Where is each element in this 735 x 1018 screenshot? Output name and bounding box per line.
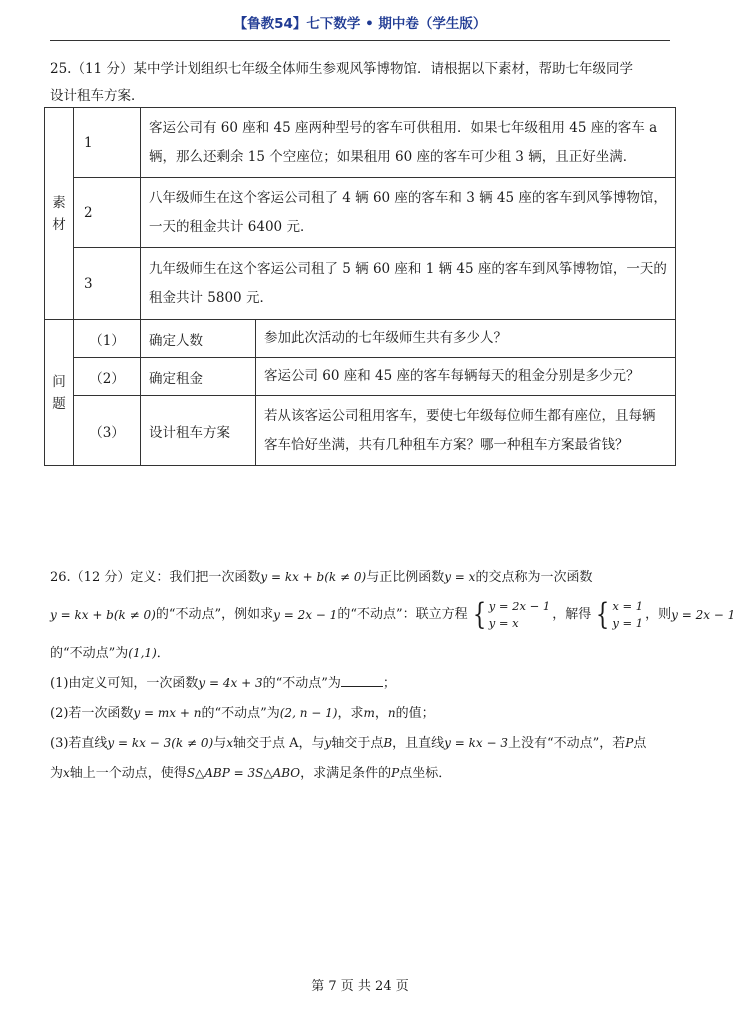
q26-text: 为 xyxy=(50,766,64,781)
q26-text: 轴交于点 A，与 xyxy=(233,736,325,751)
q26-text: 的“不动点”为 xyxy=(201,706,280,721)
q26-text: ； xyxy=(382,676,396,691)
q26-math: x xyxy=(226,736,233,750)
question-text: 客运公司 60 座和 45 座的客车每辆每天的租金分别是多少元？ xyxy=(256,358,676,396)
q26-text: 的“不动点”：联立方程 xyxy=(337,607,468,622)
material-text: 八年级师生在这个客运公司租了 4 辆 60 座的客车和 3 辆 45 座的客车到风筝博物馆，一天的租金共计 6400 元． xyxy=(141,178,676,248)
q26-text: (2)若一次函数 xyxy=(50,706,134,721)
equation-rows xyxy=(489,598,551,632)
q26-math: n xyxy=(387,706,396,720)
q26-text: 的“不动点”为 xyxy=(262,676,341,691)
q26-math: x xyxy=(63,766,70,780)
equation-row: y = 2x − 1 xyxy=(488,599,551,613)
q26-math: y = kx − 3(k ≠ 0) xyxy=(107,736,214,750)
equation-row: y = 1 xyxy=(612,616,644,630)
material-num: 3 xyxy=(74,248,141,320)
q26-math: y = mx + n xyxy=(133,706,202,720)
question-num: （2） xyxy=(74,358,141,396)
q26-math: y = 4x + 3 xyxy=(198,676,263,690)
material-row-2 xyxy=(45,178,676,248)
q26-text: (3)若直线 xyxy=(50,736,108,751)
q26-text: 26.（12 分）定义：我们把一次函数 xyxy=(50,570,261,585)
q26-text: ，求 xyxy=(337,706,364,721)
q26-text: 与正比例函数 xyxy=(366,570,445,585)
q26-line-1 xyxy=(50,562,675,592)
brace-symbol: { xyxy=(596,597,610,632)
question-num: （1） xyxy=(74,320,141,358)
material-row-1 xyxy=(45,108,676,178)
q26-text: ，解得 xyxy=(552,607,592,622)
q26-math: (1,1) xyxy=(128,646,157,660)
equation-system-1 xyxy=(470,598,551,632)
header-divider xyxy=(50,40,670,41)
equation-row: y = x xyxy=(488,616,519,630)
q26-math: S△ABP = 3S△ABO xyxy=(186,766,301,780)
q26-text: (1)由定义可知，一次函数 xyxy=(50,676,199,691)
material-num: 2 xyxy=(74,178,141,248)
equation-row: x = 1 xyxy=(612,599,644,613)
q26-text: ． xyxy=(156,646,170,661)
q26-text: 轴交于点 xyxy=(331,736,384,751)
q26-text: 的“不动点”，例如求 xyxy=(155,607,274,622)
q26-text: ，求满足条件的 xyxy=(300,766,392,781)
q26-math: y = 2x − 1 xyxy=(671,608,735,622)
q26-part-2 xyxy=(50,698,675,728)
question-label: 确定人数 xyxy=(141,320,256,358)
q26-text: 的交点称为一次函数 xyxy=(475,570,593,585)
q26-text: 点坐标． xyxy=(399,766,452,781)
q26-text: 轴上一个动点，使得 xyxy=(69,766,187,781)
question-label: 设计租车方案 xyxy=(141,396,256,466)
question-25-intro-line1: 25.（11 分）某中学计划组织七年级全体师生参观风筝博物馆．请根据以下素材，帮助七年级同学 xyxy=(50,61,633,77)
brace-symbol: { xyxy=(472,597,486,632)
question-26 xyxy=(50,562,735,788)
q26-math: y = kx − 3 xyxy=(444,736,508,750)
question-row-1 xyxy=(45,320,676,358)
question-row-2 xyxy=(45,358,676,396)
q26-math: B xyxy=(383,736,393,750)
material-row-3 xyxy=(45,248,676,320)
q26-text: ，且直线 xyxy=(392,736,445,751)
q26-math: P xyxy=(625,736,634,750)
q26-text: ， xyxy=(374,706,388,721)
q26-math: m xyxy=(363,706,375,720)
material-group-label xyxy=(45,108,74,320)
equation-system-2 xyxy=(593,598,643,632)
page-header-title: 【鲁教54】七下数学 • 期中卷（学生版） xyxy=(233,16,487,32)
q26-text: 的“不动点”为 xyxy=(50,646,129,661)
question-25-intro-line2: 设计租车方案． xyxy=(50,88,145,104)
q26-part-1 xyxy=(50,668,675,698)
question-row-3 xyxy=(45,396,676,466)
material-text: 九年级师生在这个客运公司租了 5 辆 60 座和 1 辆 45 座的客车到风筝博物馆，一天的租金共计 5800 元． xyxy=(141,248,676,320)
question-25-table xyxy=(44,107,676,466)
q26-math: y = kx + b(k ≠ 0) xyxy=(50,608,156,622)
question-25-intro xyxy=(50,56,675,110)
question-group-text: 问题 xyxy=(52,373,66,412)
material-num: 1 xyxy=(74,108,141,178)
q26-text: 上没有“不动点”，若 xyxy=(508,736,626,751)
question-text: 参加此次活动的七年级师生共有多少人？ xyxy=(256,320,676,358)
q26-math: y = x xyxy=(444,570,476,584)
q26-math: y = 2x − 1 xyxy=(273,608,338,622)
question-num: （3） xyxy=(74,396,141,466)
answer-blank xyxy=(341,672,383,687)
q26-text: ，则 xyxy=(645,607,672,622)
q26-text: 的值； xyxy=(395,706,435,721)
material-group-text: 素材 xyxy=(52,194,66,233)
q26-math: y = kx + b(k ≠ 0) xyxy=(260,570,367,584)
q26-math: (2, n − 1) xyxy=(279,706,338,720)
question-group-label xyxy=(45,320,74,466)
page-number: 第 7 页 共 24 页 xyxy=(311,979,409,994)
question-label: 确定租金 xyxy=(141,358,256,396)
equation-rows xyxy=(612,598,643,632)
material-text: 客运公司有 60 座和 45 座两种型号的客车可供租用．如果七年级租用 45 座的客车 a 辆，那么还剩余 15 个空座位；如果租用 60 座的客车可少租 3 辆，且正好坐满． xyxy=(141,108,676,178)
q26-line-2 xyxy=(50,592,735,638)
q26-math: y xyxy=(324,736,332,750)
q26-text: 点 xyxy=(633,736,647,751)
question-text: 若从该客运公司租用客车，要使七年级每位师生都有座位，且每辆客车恰好坐满，共有几种租车方案？哪一种租车方案最省钱？ xyxy=(256,396,676,466)
q26-line-3 xyxy=(50,638,675,668)
q26-text: 与 xyxy=(213,736,227,751)
q26-part-3-cont xyxy=(50,758,675,788)
q26-math: P xyxy=(391,766,400,780)
q26-part-3 xyxy=(50,728,675,758)
